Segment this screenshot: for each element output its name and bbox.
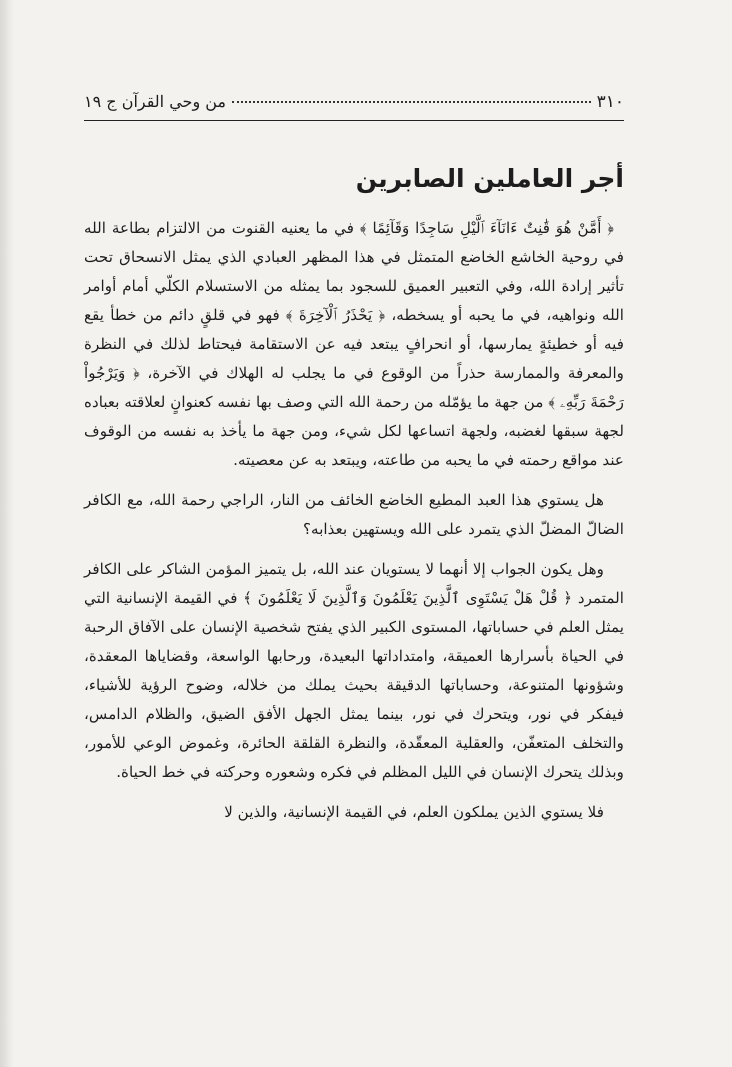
page-edge-shadow	[0, 0, 14, 1067]
running-title: من وحي القرآن ج ١٩	[84, 92, 226, 111]
running-header	[84, 92, 624, 112]
paragraph: ﴿ أَمَّنْ هُوَ قَٰنِتٌ ءَانَآءَ ٱلَّيْلِ سَاجِدًا وَقَآئِمًا ﴾ في ما يعنيه القنوت من الالتزام بطاعة الله في روحية الخاشع الخاضع المتمثل في هذا المظهر العبادي الذي يمثل الانسحاق تحت تأثير إرادة الله، وفي التعبير العميق للسجود بما يمثله من الاستسلام الكلّي أمام أوامر الله ونواهيه، في ما يحبه أو يسخطه، ﴿ يَحْذَرُ ٱلْآخِرَةَ ﴾ فهو في قلقٍ دائم من خطأ يقع فيه أو خطيئةٍ يمارسها، أو انحرافٍ يبتعد فيه عن الاستقامة فيحتاط لذلك في النظرة والمعرفة والممارسة حذراً من الوقوع في ما يجلب له الهلاك في الآخرة، ﴿ وَيَرْجُواْ رَحْمَةَ رَبِّهِۦ ﴾ من جهة ما يؤمّله من رحمة الله التي وصف بها نفسه كعنوانٍ لعلاقته بعباده لجهة سبقها لغضبه، ولجهة اتساعها لكل شيء، ومن جهة ما يأخذ به نفسه من الوقوف عند مواقع رحمته في ما يحبه من طاعته، ويبتعد به عن معصيته.	[84, 219, 624, 469]
page-number: ٣١٠	[596, 92, 624, 112]
header-rule	[84, 120, 624, 121]
paragraph: هل يستوي هذا العبد المطيع الخاضع الخائف من النار، الراجي رحمة الله، مع الكافر الضالّ المضلّ الذي يتمرد على الله ويستهين بعذابه؟	[84, 491, 624, 538]
paragraph: وهل يكون الجواب إلا أنهما لا يستويان عند الله، بل يتميز المؤمن الشاكر على الكافر المتمرد ﴿ قُلْ هَلْ يَسْتَوِى ٱلَّذِينَ يَعْلَمُونَ وَٱلَّذِينَ لَا يَعْلَمُونَ ﴾ في القيمة الإنسانية التي يمثل العلم في حساباتها، المستوى الكبير الذي يفتح شخصية الإنسان على الآفاق الرحبة في الحياة بأسرارها العميقة، وامتداداتها البعيدة، ورحابها الواسعة، وقضاياها المعقدة، وشؤونها المتنوعة، وحساباتها الدقيقة بحيث يملك من خلاله، وضوح الرؤية للأشياء، فيفكر في نور، ويتحرك في نور، بينما يمثل الجهل الأفق الضيق، والظلام الدامس، والتخلف المتعفّن، والعقلية المعقّدة، والنظرة القلقة الحائرة، وغموض الوعي للأمور، وبذلك يتحرك الإنسان في الليل المظلم في فكره وشعوره وحركته في خط الحياة.	[84, 560, 624, 781]
section-title: أجر العاملين الصابرين	[355, 164, 624, 193]
paragraph: فلا يستوي الذين يملكون العلم، في القيمة الإنسانية، والذين لا	[224, 803, 604, 821]
dotted-leader	[232, 101, 591, 103]
body-text	[84, 214, 624, 838]
